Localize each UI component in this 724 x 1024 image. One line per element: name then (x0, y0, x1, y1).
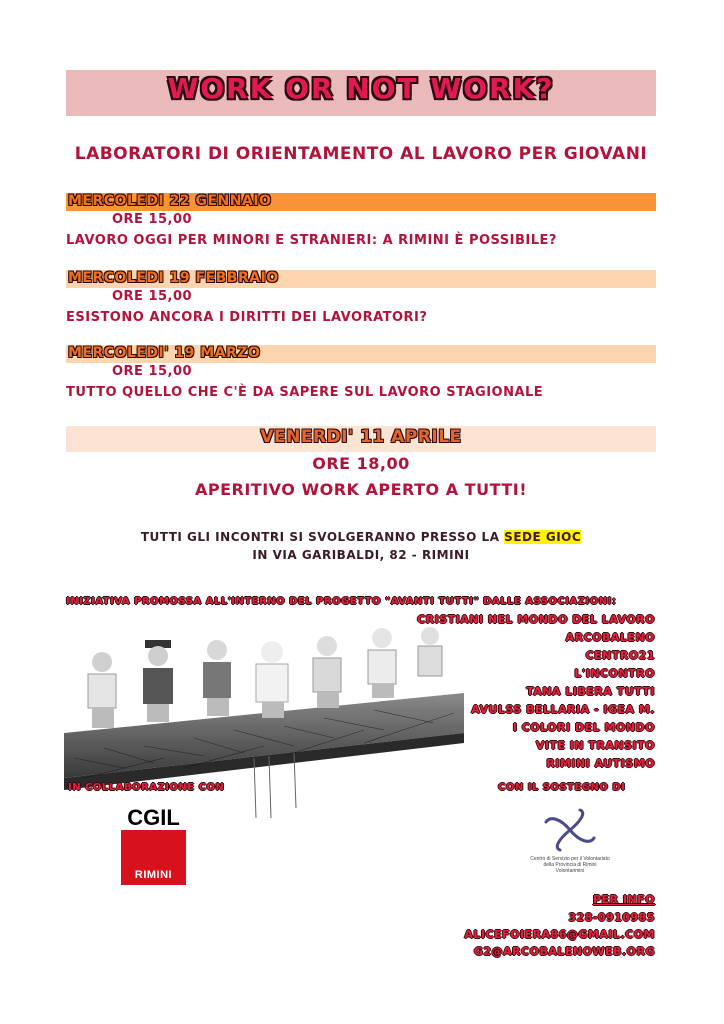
info-email-2[interactable]: G2@ARCOBALENOWEB.ORG (473, 945, 655, 958)
volo-caption-2: della Provincia di Rimini (543, 862, 597, 868)
association-item: CRISTIANI NEL MONDO DEL LAVORO (417, 613, 655, 626)
final-event-time: ORE 18,00 (312, 454, 410, 473)
figure-1 (88, 652, 116, 728)
cgil-logo-city: RIMINI (134, 869, 173, 881)
event-date-1: MERCOLEDI 22 GENNAIO (68, 193, 272, 209)
figure-6 (368, 628, 396, 698)
promo-project: "AVANTI TUTTI" (384, 596, 480, 607)
cgil-logo (121, 805, 186, 885)
event-date-3: MERCOLEDI' 19 MARZO (68, 345, 261, 361)
event-time-1: ORE 15,00 (112, 212, 193, 227)
venue-prefix: TUTTI GLI INCONTRI SI SVOLGERANNO PRESSO LA (140, 530, 505, 544)
association-item: RIMINI AUTISMO (546, 757, 655, 770)
association-item: VITE IN TRANSITO (535, 739, 655, 752)
page-subtitle: LABORATORI DI ORIENTAMENTO AL LAVORO PER GIOVANI (74, 144, 648, 164)
page-title: WORK OR NOT WORK? (167, 72, 555, 105)
association-item: L'INCONTRO (574, 667, 655, 680)
final-event-label: APERITIVO WORK APERTO A TUTTI! (194, 480, 528, 499)
event-topic-2: ESISTONO ANCORA I DIRITTI DEI LAVORATORI? (66, 310, 428, 325)
info-label: PER INFO (592, 893, 655, 906)
association-item: ARCOBALENO (565, 631, 655, 644)
info-phone[interactable]: 328-0910985 (568, 911, 655, 924)
volontarimini-icon (540, 808, 600, 852)
event-date-2: MERCOLEDI 19 FEBBRAIO (68, 270, 279, 286)
promo-suffix: DALLE ASSOCIAZIONI: (479, 596, 617, 607)
cgil-logo-block (121, 830, 186, 885)
figure-5 (313, 636, 341, 708)
cgil-logo-text: CGIL (121, 805, 186, 830)
event-time-3: ORE 15,00 (112, 364, 193, 379)
event-topic-3: TUTTO QUELLO CHE C'È DA SAPERE SUL LAVORO STAGIONALE (66, 385, 544, 400)
promo-line (66, 596, 616, 607)
association-item: AVULSS BELLARIA - IGEA M. (471, 703, 655, 716)
association-item: CENTRO21 (585, 649, 655, 662)
final-event-date: VENERDI' 11 APRILE (260, 427, 462, 447)
collab-label: IN COLLABORAZIONE CON (68, 782, 225, 793)
volo-caption-3: Volontarimini (555, 868, 585, 874)
venue-highlight: SEDE GIOC (504, 530, 582, 544)
support-label: CON IL SOSTEGNO DI (498, 782, 626, 793)
venue-line-2: IN VIA GARIBALDI, 82 - RIMINI (252, 548, 470, 562)
venue-line-1 (66, 530, 656, 544)
event-topic-1: LAVORO OGGI PER MINORI E STRANIERI: A RIMINI È POSSIBILE? (66, 233, 557, 248)
promo-prefix: INIZIATIVA PROMOSSA ALL'INTERNO DEL PROGETTO (66, 596, 385, 607)
association-item: I COLORI DEL MONDO (512, 721, 655, 734)
event-time-2: ORE 15,00 (112, 289, 193, 304)
info-email-1[interactable]: ALICEFOIERA86@GMAIL.COM (464, 928, 655, 941)
volo-caption-1: Centro di Servizio per il Volontariato (530, 856, 610, 862)
figure-7 (418, 627, 442, 676)
figure-3 (203, 640, 231, 716)
association-item: TANA LIBERA TUTTI (526, 685, 655, 698)
volontarimini-logo (520, 808, 620, 888)
